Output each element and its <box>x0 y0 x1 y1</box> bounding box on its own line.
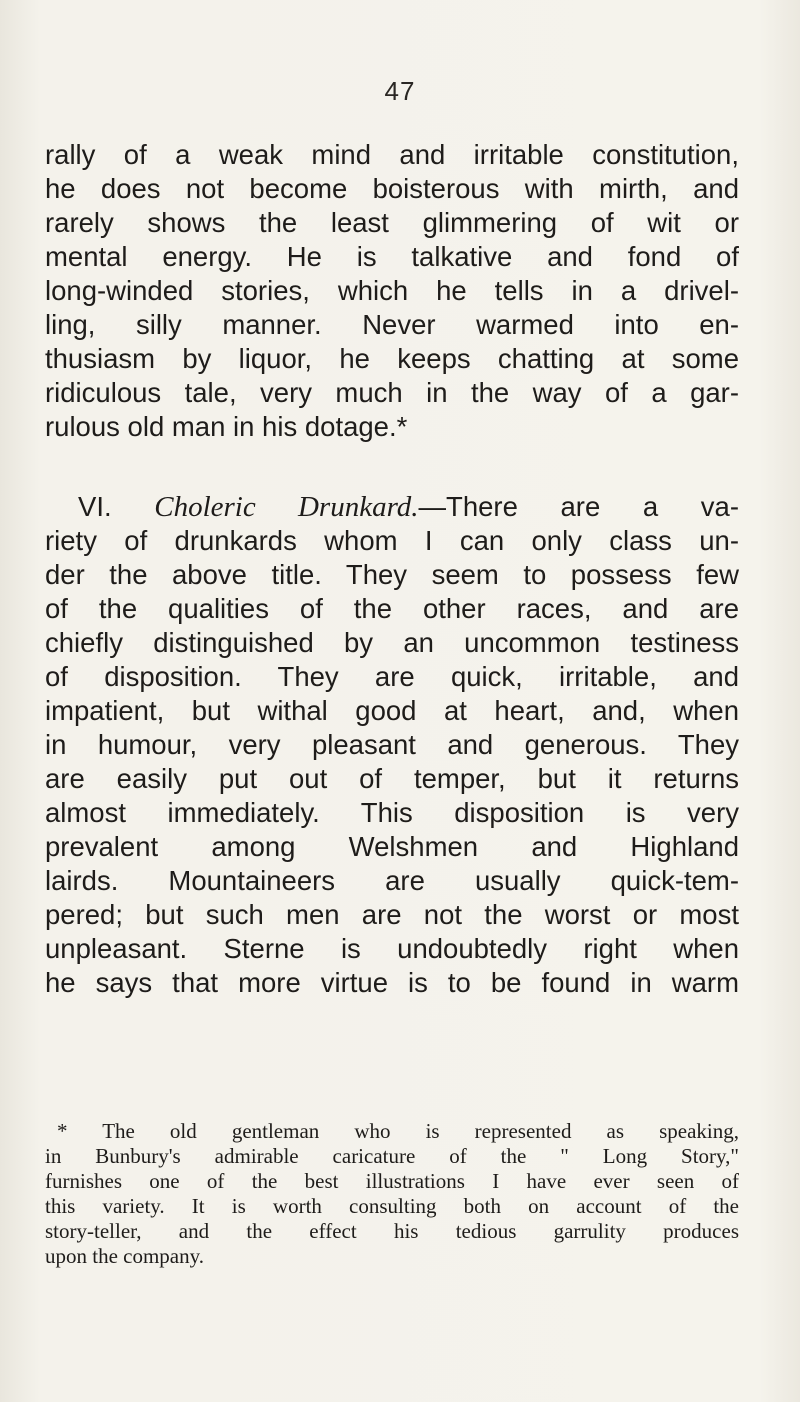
text-line: prevalent among Welshmen and Highland <box>45 831 739 862</box>
text-line: chiefly distinguished by an uncommon testiness <box>45 627 739 658</box>
text-line: thusiasm by liquor, he keeps chatting at some <box>45 343 739 374</box>
text-line: long-winded stories, which he tells in a drivel- <box>45 275 739 306</box>
page-number: 47 <box>384 76 416 106</box>
section-numeral: VI. <box>78 491 112 522</box>
text-line-fragment: —There are a va- <box>418 491 739 522</box>
text-line: riety of drunkards whom I can only class un- <box>45 525 739 556</box>
footnote-line: story-teller, and the effect his tedious garrulity produces <box>45 1219 739 1243</box>
text-line: unpleasant. Sterne is undoubtedly right when <box>45 933 739 964</box>
footnote-line: upon the company. <box>45 1244 205 1268</box>
text-line: mental energy. He is talkative and fond of <box>45 241 739 272</box>
footnote-line: this variety. It is worth consulting both on account of the <box>45 1194 739 1218</box>
text-line: rarely shows the least glimmering of wit or <box>45 207 739 238</box>
text-line: he does not become boisterous with mirth, and <box>45 173 739 204</box>
text-line: ling, silly manner. Never warmed into en- <box>45 309 739 340</box>
text-line: almost immediately. This disposition is very <box>45 797 739 828</box>
text-line: in humour, very pleasant and generous. They <box>45 729 739 760</box>
paragraph-drivelling-drunkard <box>45 138 739 444</box>
text-line: of the qualities of the other races, and are <box>45 593 739 624</box>
section-heading: Choleric Drunkard. <box>154 491 419 523</box>
text-line: rally of a weak mind and irritable constitution, <box>45 139 739 170</box>
text-line: are easily put out of temper, but it returns <box>45 763 739 794</box>
text-line: he says that more virtue is to be found in warm <box>45 967 739 998</box>
section-heading-line <box>45 490 739 524</box>
footnote <box>45 1119 739 1269</box>
paragraph-choleric-drunkard <box>45 490 739 1000</box>
footnote-line: furnishes one of the best illustrations I have ever seen of <box>45 1169 739 1193</box>
footnote-line: in Bunbury's admirable caricature of the " Long Story," <box>45 1144 739 1168</box>
footnote-line: * The old gentleman who is represented as speaking, <box>57 1119 739 1143</box>
text-line: pered; but such men are not the worst or most <box>45 899 739 930</box>
text-line: of disposition. They are quick, irritable, and <box>45 661 739 692</box>
text-line: lairds. Mountaineers are usually quick-tem- <box>45 865 739 896</box>
text-line: rulous old man in his dotage.* <box>45 411 408 442</box>
text-line: ridiculous tale, very much in the way of a gar- <box>45 377 739 408</box>
text-line: der the above title. They seem to possess few <box>45 559 739 590</box>
text-line: impatient, but withal good at heart, and, when <box>45 695 739 726</box>
